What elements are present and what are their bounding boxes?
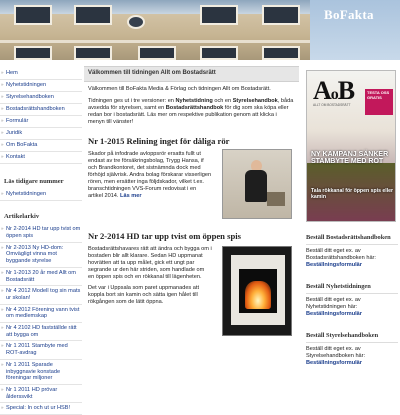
last-issue-link[interactable]: Nyhetstidningen: [6, 191, 47, 198]
header-window: [74, 5, 112, 25]
nav-link[interactable]: Bostadsrättshandboken: [6, 105, 65, 112]
nav-link[interactable]: Om BoFakta: [6, 141, 38, 148]
archive-item[interactable]: [0, 323, 82, 341]
intro-bold-bostadsrattshandbok: Bostadsrättshandbok: [165, 105, 224, 112]
last-issue-heading: Läs tidigare nummer: [4, 177, 64, 185]
fire-icon: [245, 281, 271, 309]
nav-item-formular[interactable]: [0, 116, 82, 128]
intro-paragraph: [84, 98, 299, 126]
nav-link[interactable]: Nyhetstidningen: [6, 81, 47, 88]
intro-bold-styrelsehandbok: Styrelsehandbok: [232, 98, 278, 105]
archive-item[interactable]: [0, 224, 82, 242]
left-sidebar: [0, 68, 82, 415]
last-issue-item[interactable]: [0, 189, 82, 201]
magazine-headline: NY KAMPANJ SÄNKER STAMBYTE MED ROT: [311, 151, 389, 166]
welcome-title: Välkommen till tidningen Allt om Bostadsrätt: [84, 66, 299, 82]
archive-link[interactable]: Nr 2-2014 HD tar upp tvist om öppen spis: [6, 226, 81, 240]
header-window: [74, 46, 112, 60]
nav-link[interactable]: Formulär: [6, 117, 29, 124]
header-window: [138, 46, 176, 60]
header-window: [14, 5, 52, 25]
archive-link[interactable]: Nr 1 2011 HD prövar ålderssvikt: [6, 386, 58, 400]
archive-heading: Artikelarkiv: [4, 213, 40, 221]
header-window: [200, 5, 238, 25]
article-text: Skador på infodrade avloppsrör ersatts fullt ut endast av tre försäkringsbolag, Trygg Hansa, if och Brandkontoret, det sistnämnda dock med förhöjd självrisk. Andra bolag förskarar visserligen rören, men ersätter inga följdskador, vilket t.ex. branschtidningen VVS-Forum redovisat i en artikel 2014.: [88, 151, 212, 200]
nav-item-nyhetstidningen[interactable]: [0, 80, 82, 92]
article-title[interactable]: Nr 1-2015 Relining inget för dåliga rör: [88, 136, 230, 147]
archive-link[interactable]: Special: In och ut ur HSB!: [6, 405, 71, 412]
nav-link[interactable]: Kontakt: [6, 153, 25, 160]
read-more-link[interactable]: Läs mer: [120, 193, 142, 200]
site-title[interactable]: BoFakta: [324, 7, 374, 22]
archive-link[interactable]: Nr 4 2012 Modell tog sin mats ur skolan!: [6, 288, 81, 301]
nav-link[interactable]: Hem: [6, 70, 18, 76]
order-box-title: Beställ Nyhetstidningen: [306, 283, 398, 294]
intro-text: för dig som ska köpa eller redan bor i bostadsrätt. Läs mer om respektive publikation genom att klicka i menyn till vänster!: [88, 105, 289, 126]
article-body: [88, 151, 212, 200]
header-window: [200, 46, 238, 60]
order-form-link[interactable]: Beställningsformulär: [306, 359, 362, 366]
intro-text: , båda avsedda för styrelsen, samt en: [88, 98, 294, 112]
order-box-text: Beställ ditt eget ex. av Styrelsehandboken här:: [306, 345, 366, 359]
logo-letter: A: [313, 76, 331, 105]
intro-text: och en: [212, 98, 233, 105]
archive-item[interactable]: [0, 341, 82, 359]
archive-item[interactable]: [0, 385, 82, 403]
archive-item[interactable]: [0, 268, 82, 286]
order-box-title: Beställ Styrelsehandboken: [306, 332, 398, 343]
archive-link[interactable]: Nr 4 2102 HD fastställde rätt att bygga om: [6, 325, 77, 338]
header-ledge: [0, 40, 310, 43]
article-text: Det var i Uppsala som paret uppmanades att koppla bort sin kamin och sätta igen hålet till rökgången som de lätit öppna.: [88, 284, 200, 305]
order-box-text: Beställ ditt eget ex. av Nyhetstidningen här:: [306, 296, 361, 310]
magazine-headline-2: Tala rökkanal för öppen spis eller kamin: [311, 188, 394, 200]
header-window: [262, 5, 300, 25]
order-form-link[interactable]: Beställningsformulär: [306, 310, 362, 317]
header-oval-window: [127, 15, 145, 29]
magazine-cover[interactable]: [306, 70, 396, 222]
archive-link[interactable]: Nr 1 2011 Sparade inbyggnavie konstade föreningar miljoner: [6, 361, 61, 382]
nav-link[interactable]: Styrelsehandboken: [6, 93, 54, 100]
order-form-link[interactable]: Beställningsformulär: [306, 261, 362, 268]
header-building-photo: [0, 0, 310, 60]
main-nav: [0, 68, 82, 164]
nav-item-kontakt[interactable]: [0, 152, 82, 164]
article-2: [84, 246, 299, 356]
magazine-badge: TESTA OSS GRATIS: [365, 89, 393, 115]
nav-item-hem[interactable]: [0, 68, 82, 80]
welcome-text: Välkommen till BoFakta Media & Förlag och tidningen Allt om Bostadsrätt.: [88, 85, 271, 92]
article-body: [88, 246, 212, 306]
photo-person-body: [245, 170, 267, 202]
article-title[interactable]: Nr 2-2014 HD tar upp tvist om öppen spis: [88, 231, 241, 242]
logo-letter: B: [337, 76, 355, 105]
order-box-text: Beställ ditt eget ex. av Bostadsrättshandboken här:: [306, 248, 376, 261]
main-content: [84, 66, 299, 356]
archive-link[interactable]: Nr 4 2012 Förening vann tvist om medlemskap: [6, 306, 80, 320]
archive-item[interactable]: [0, 360, 82, 385]
photo-box: [267, 192, 285, 206]
last-issue-list: [0, 189, 82, 201]
article-text: Bostadsrättshavares rätt att ändra och bygga om i bostaden blir allt klarare. Sedan HD uppmanat hovrätten att ta upp målet, gick ett ungt par segrande ur den här striden, som handlade om en öppen spis och en rökkanal till lägenheten.: [88, 245, 212, 280]
article-photo-fireplace: [222, 246, 292, 336]
article-photo-man-with-box: [222, 149, 292, 219]
right-sidebar: [306, 70, 398, 367]
header-window: [14, 46, 52, 60]
header-window: [262, 46, 300, 60]
nav-item-styrelsehandboken[interactable]: [0, 92, 82, 104]
archive-item[interactable]: [0, 305, 82, 323]
archive-item[interactable]: [0, 286, 82, 304]
archive-list: [0, 224, 82, 415]
site-header: [0, 0, 400, 60]
archive-link[interactable]: Nr 1-2013 20 år med Allt om Bostadsrätt: [6, 269, 76, 283]
archive-link[interactable]: Nr 2-2013 Ny HD-dom: Omvägligt vinna mot byggande styrelse: [6, 244, 64, 265]
magazine-subtitle: ALLT OM BOSTADSRÄTT: [313, 103, 351, 107]
intro-text: Tidningen ges ut i tre versioner: en: [88, 98, 176, 105]
nav-item-om-bofakta[interactable]: [0, 140, 82, 152]
archive-item[interactable]: [0, 243, 82, 268]
archive-link[interactable]: Nr 1 2011 Stambyte med ROT-avdrag: [6, 343, 68, 357]
archive-item[interactable]: [0, 403, 82, 415]
nav-link[interactable]: Juridik: [6, 129, 23, 136]
logo-letter: o: [330, 86, 338, 103]
nav-item-juridik[interactable]: [0, 128, 82, 140]
article-1: [84, 151, 299, 229]
nav-item-bostadsrattshandboken[interactable]: [0, 104, 82, 116]
order-box-title: Beställ Bostadsrättshandboken: [306, 234, 398, 245]
intro-bold-nyhetstidning: Nyhetstidning: [175, 98, 213, 105]
